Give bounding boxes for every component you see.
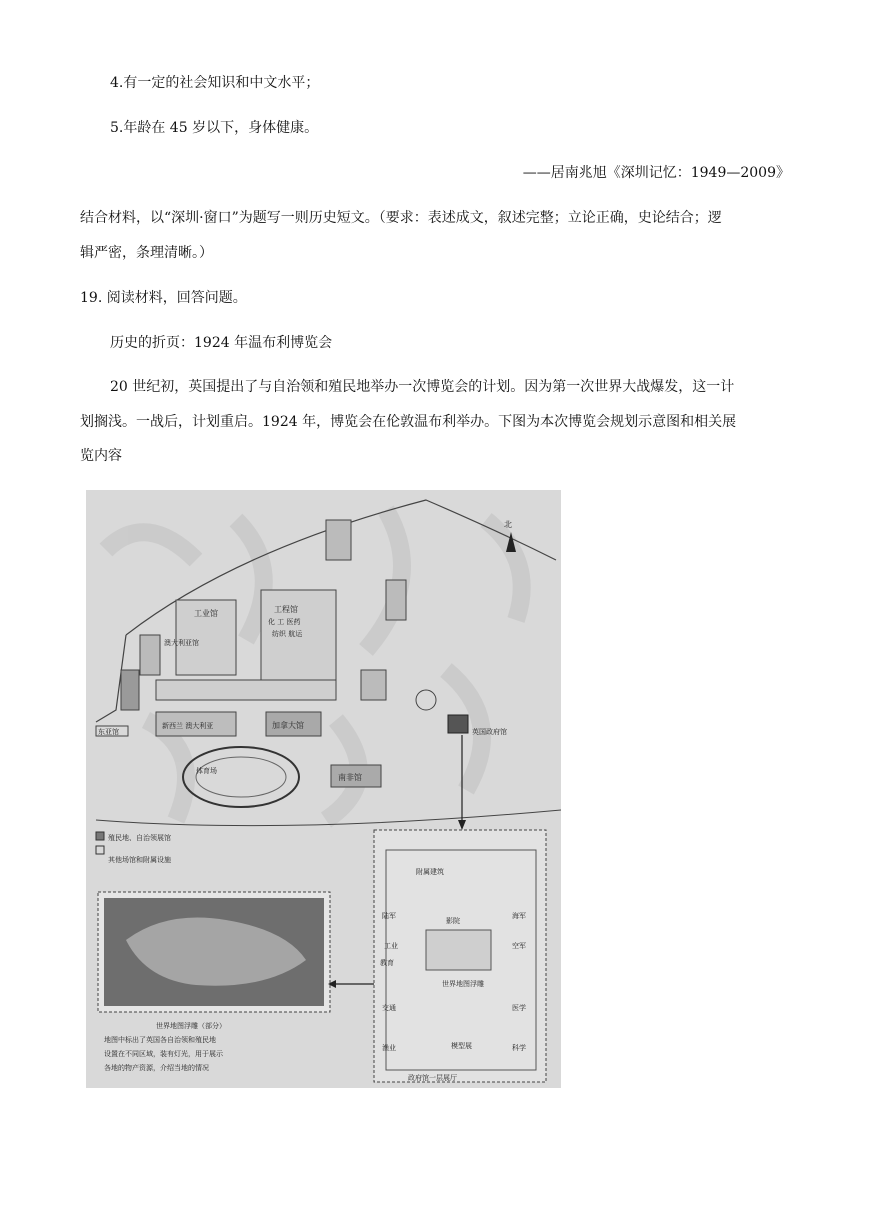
- stadium-label: 体育场: [196, 767, 217, 775]
- question-19: 19. 阅读材料，回答问题。: [80, 290, 247, 306]
- paragraph-line-2: 划搁浅。一战后，计划重启。1924 年，博览会在伦敦温布利举办。下图为本次博览会规划示意图和相关展: [80, 414, 737, 430]
- central-avenue-halls: [156, 680, 336, 700]
- hall-name-label: 政府馆一层展厅: [408, 1074, 457, 1082]
- misc-building-2: [386, 580, 406, 620]
- right3-label: 医学: [512, 1004, 526, 1012]
- right2-label: 空军: [512, 942, 526, 950]
- expo-plan-figure: [86, 490, 561, 1088]
- annex-label: 附属建筑: [416, 868, 444, 876]
- nz-africa-label: 新西兰 澳大利亚: [162, 722, 214, 730]
- legend-swatch-colony: [96, 832, 104, 840]
- cinema-block: [426, 930, 491, 970]
- item-5: 5.年龄在 45 岁以下，身体健康。: [110, 120, 319, 136]
- material-subtitle: 历史的折页：1924 年温布利博览会: [110, 335, 333, 351]
- stadium-inner: [196, 757, 286, 797]
- textile-label: 纺织 航运: [272, 630, 303, 638]
- caption-line-3: 各地的物产资源，介绍当地的情况: [104, 1064, 209, 1072]
- chemical-label: 化 工 医药: [268, 618, 301, 626]
- stadium: [183, 747, 299, 807]
- legend-other-label: 其他场馆和附属设施: [108, 856, 171, 864]
- uk-gov-hall: [448, 715, 468, 733]
- left1-label: 陆军: [382, 912, 396, 920]
- left-hall-label: 东亚馆: [98, 728, 119, 736]
- source-citation: ——居南兆旭《深圳记忆：1949—2009》: [522, 165, 790, 181]
- left-hall: [140, 635, 160, 675]
- north-label: 北: [504, 520, 512, 529]
- round-pavilion: [416, 690, 436, 710]
- misc-building-3: [326, 520, 351, 560]
- model-label: 模型展: [451, 1042, 472, 1050]
- industry-hall-label: 工业馆: [194, 609, 218, 618]
- caption-title: 世界地图浮雕（部分）: [156, 1022, 226, 1030]
- legend-colony-label: 殖民地、自治领展馆: [108, 834, 171, 842]
- task-line-2: 辑严密，条理清晰。）: [80, 245, 213, 261]
- world-map-label: 世界地图浮雕: [442, 980, 484, 988]
- engineering-hall-label: 工程馆: [274, 605, 298, 614]
- misc-building-1: [361, 670, 386, 700]
- canada-hall-label: 加拿大馆: [272, 721, 304, 730]
- left2-label: 工业: [384, 942, 398, 950]
- arrow-head-icon: [458, 820, 466, 830]
- left5-label: 渔业: [382, 1044, 396, 1052]
- aus-nz-label: 澳大利亚馆: [164, 639, 199, 647]
- right1-label: 海军: [512, 912, 526, 920]
- caption-line-1: 地图中标出了英国各自治领和殖民地: [104, 1036, 216, 1044]
- left3-label: 教育: [380, 959, 394, 967]
- paragraph-line-3: 览内容: [80, 448, 122, 464]
- right4-label: 科学: [512, 1044, 526, 1052]
- left-small-hall: [121, 670, 139, 710]
- caption-line-2: 设置在不同区域，装有灯光，用于展示: [104, 1050, 223, 1058]
- legend-swatch-other: [96, 846, 104, 854]
- south-africa-label: 南非馆: [338, 773, 362, 782]
- expo-map-svg: [86, 490, 561, 1088]
- cinema-label: 影院: [446, 917, 460, 925]
- paragraph-line-1: 20 世纪初，英国提出了与自治领和殖民地举办一次博览会的计划。因为第一次世界大战爆发，这一计: [110, 379, 735, 395]
- item-4: 4.有一定的社会知识和中文水平；: [110, 75, 320, 91]
- task-line-1: 结合材料，以“深圳·窗口”为题写一则历史短文。（要求：表述成文，叙述完整；立论正确，史论结合；逻: [80, 210, 722, 226]
- uk-gov-hall-label: 英国政府馆: [472, 728, 507, 736]
- left4-label: 交通: [382, 1004, 396, 1012]
